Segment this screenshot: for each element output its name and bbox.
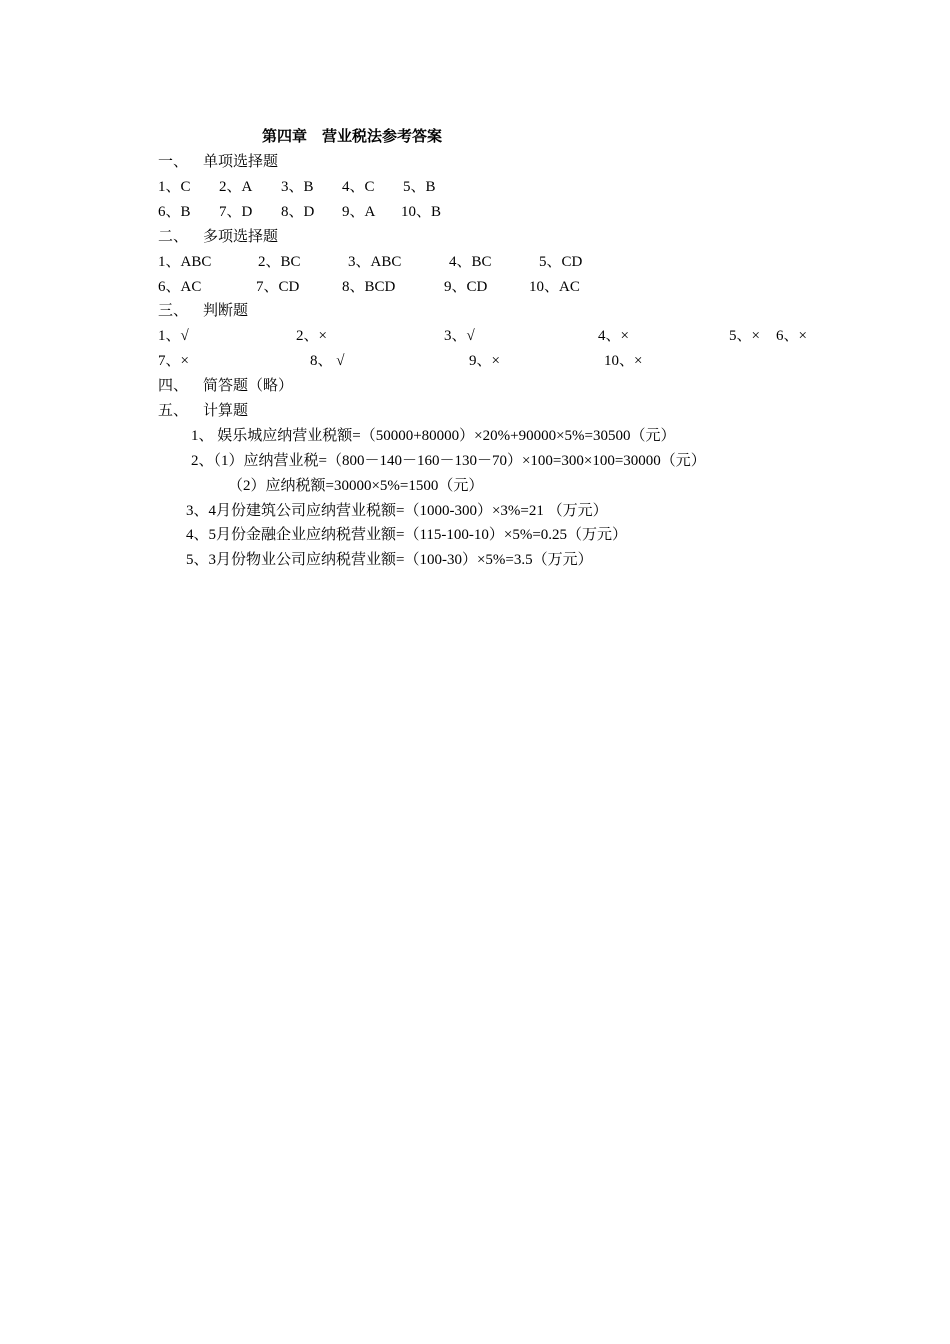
section-heading-true-false: 三、 判断题 [158,303,249,319]
calc-answer: 3、4月份建筑公司应纳营业税额=（1000-300）×3%=21 （万元） [186,503,608,519]
section-heading-calculation: 五、 计算题 [158,403,249,419]
answer-item: 5、B [403,179,436,195]
answer-item: 9、× [469,353,500,369]
answer-item: 8、BCD [342,279,396,295]
calc-answer: 2、（1）应纳营业税=（800－140－160－130－70）×100=300×100=30000（元） [191,453,706,469]
answer-item: 3、B [281,179,314,195]
answer-item: 1、ABC [158,254,212,270]
page-title: 第四章 营业税法参考答案 [262,129,443,145]
answer-item: 8、 √ [310,353,345,369]
answer-item: 4、BC [449,254,492,270]
calc-answer: 4、5月份金融企业应纳税营业额=（115-100-10）×5%=0.25（万元） [186,527,628,543]
answer-item: 7、× [158,353,189,369]
answer-item: 7、D [219,204,253,220]
section-heading-short-answer: 四、 简答题（略） [158,378,294,394]
calc-answer: （2）应纳税额=30000×5%=1500（元） [228,478,484,494]
answer-item: 5、× [729,328,760,344]
answer-item: 8、D [281,204,315,220]
answer-item: 1、C [158,179,191,195]
answer-item: 9、CD [444,279,488,295]
section-heading-single-choice: 一、 单项选择题 [158,154,279,170]
section-heading-multiple-choice: 二、 多项选择题 [158,229,279,245]
answer-item: 5、CD [539,254,583,270]
answer-item: 3、ABC [348,254,402,270]
answer-item: 1、√ [158,328,189,344]
answer-item: 7、CD [256,279,300,295]
answer-item: 6、× [776,328,807,344]
answer-item: 2、BC [258,254,301,270]
answer-item: 10、AC [529,279,580,295]
calc-answer: 1、 娱乐城应纳营业税额=（50000+80000）×20%+90000×5%=30500（元） [191,428,676,444]
answer-item: 9、A [342,204,376,220]
answer-item: 3、√ [444,328,475,344]
answer-item: 6、B [158,204,191,220]
answer-item: 6、AC [158,279,202,295]
answer-item: 10、B [401,204,442,220]
answer-item: 2、× [296,328,327,344]
answer-item: 2、A [219,179,253,195]
answer-item: 4、C [342,179,375,195]
answer-item: 4、× [598,328,629,344]
calc-answer: 5、3月份物业公司应纳税营业额=（100-30）×5%=3.5（万元） [186,552,593,568]
answer-item: 10、× [604,353,643,369]
